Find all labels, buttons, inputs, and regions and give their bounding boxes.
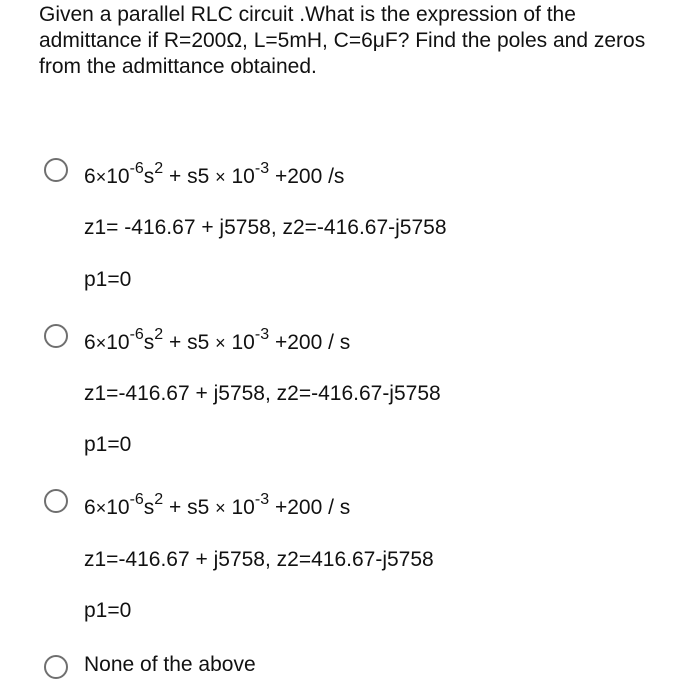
option-2-zeros: z1=-416.67 + j5758, z2=-416.67-j5758 [84, 382, 441, 405]
option-4-label: None of the above [84, 653, 256, 676]
option-1-poles: p1=0 [84, 268, 132, 291]
option-2-poles: p1=0 [84, 433, 132, 456]
option-3-radio[interactable] [44, 489, 68, 513]
option-2-radio[interactable] [44, 324, 68, 348]
option-4-radio[interactable] [44, 655, 68, 679]
option-1-radio[interactable] [44, 158, 68, 182]
option-3-formula: $6\times 10^{-6}s^2 + s5 \times 10^{-3} +200 / s$ [84, 491, 351, 519]
option-3-poles: p1=0 [84, 599, 132, 622]
option-3-zeros: z1=-416.67 + j5758, z2=416.67-j5758 [84, 548, 434, 571]
option-1-zeros: z1= -416.67 + j5758, z2=-416.67-j5758 [84, 216, 447, 239]
question-text: Given a parallel RLC circuit .What is the expression of the admittance if R=200Ω, L=5mH, C=6μF? Find the poles and zeros from the admittance obtained. [39, 3, 646, 78]
option-2-formula: $6\times 10^{-6}s^2 + s5 \times 10^{-3} +200 / s$ [84, 326, 351, 354]
option-1-formula: $6\times 10^{-6}s^2 + s5 \times 10^{-3} +200$ /s [84, 160, 345, 188]
